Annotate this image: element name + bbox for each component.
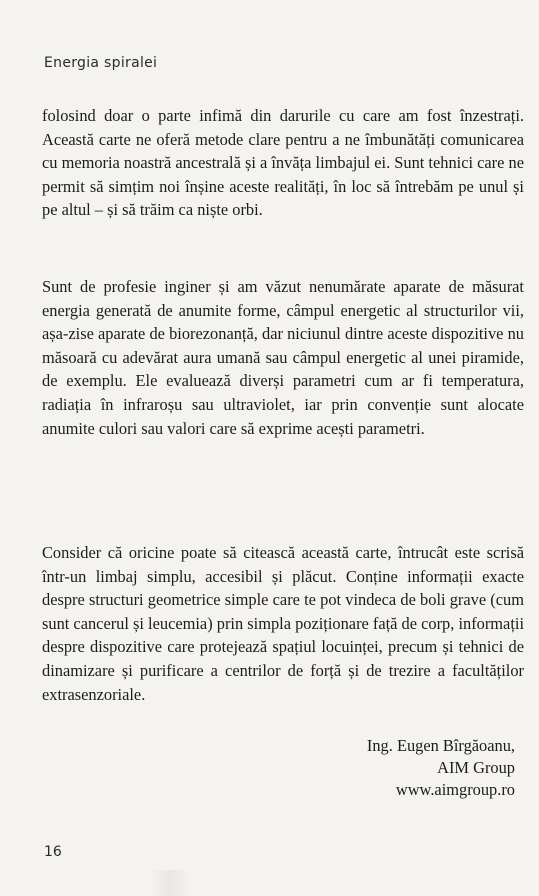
signature-company: AIM Group	[437, 758, 515, 777]
paragraph-1: folosind doar o parte infimă din darurile cu care am fost înzestrați. Această carte ne oferă metode clare pentru a ne îmbunătăți comunicarea cu memoria noastră ancestrală și a învăța limbajul ei. Sunt tehnici care ne permit să simțim noi înșine aceste realități, în loc să întrebăm pe unul și pe altul – și să trăim ca niște orbi.	[42, 106, 524, 220]
paragraph-3: Consider că oricine poate să citească această carte, întrucât este scrisă într-un limbaj simplu, accesibil și plăcut. Conține informații exacte despre structuri geometrice simple care te pot vindeca de boli grave (cum sunt cancerul și leucemia) prin simpla poziționare față de corp, informații despre dispozitive care protejează spațiul locuinței, precum și tehnici de dinamizare și purificare a centrilor de forță și de trezire a facultăților extrasenzoriale.	[42, 543, 524, 704]
signature-website: www.aimgroup.ro	[395, 780, 515, 799]
paragraph-2: Sunt de profesie inginer și am văzut nenumărate aparate de măsurat energia generată de anumite forme, câmpul energetic al structurilor vii, așa-zise aparate de biorezonanță, dar niciunul dintre aceste dispozitive nu măsoară cu adevărat aura umană sau câmpul energetic al unei piramide, de exemplu. Ele evaluează diverși parametri cum ar fi temperatura, radiația în infraroșu sau ultraviolet, iar prin convenție sunt alocate anumite culori sau valori care să exprime acești parametri.	[42, 277, 524, 438]
binding-shadow	[150, 870, 190, 896]
page-number: 16	[44, 844, 62, 860]
signature-name: Ing. Eugen Bîrgăoanu,	[366, 736, 515, 755]
running-header: Energia spiralei	[44, 55, 158, 71]
signature-block	[367, 735, 515, 801]
